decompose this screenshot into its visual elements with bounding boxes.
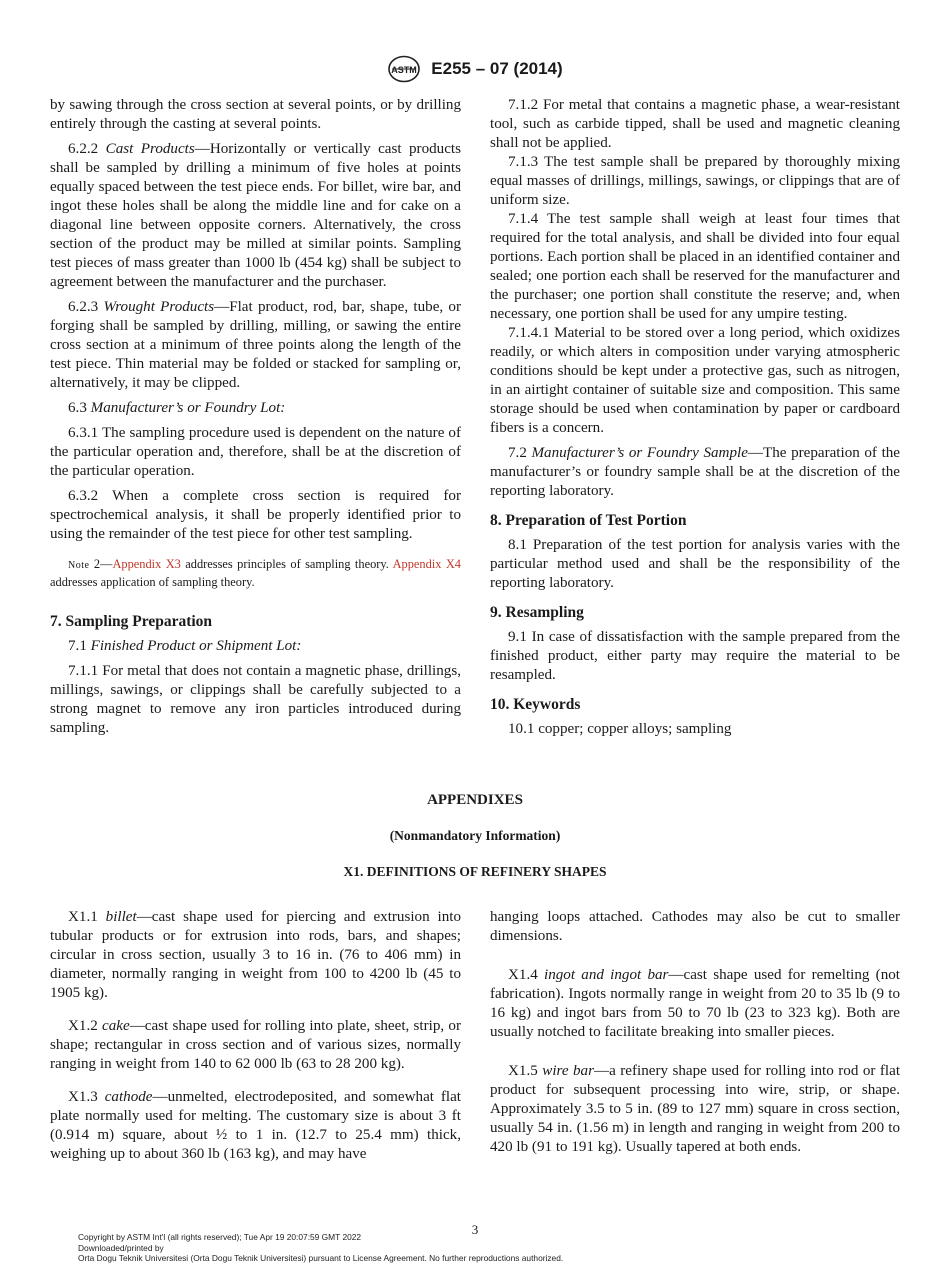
paragraph-7-1-3: 7.1.3 The test sample shall be prepared by thoroughly mixing equal masses of drillings, millings, sawings, or clippings that are of uniform size. [490, 154, 900, 208]
paragraph-continuation: by sawing through the cross section at several points, or by drilling entirely through the casting at several points. [50, 97, 461, 132]
footer-line-license: Orta Dogu Teknik Universitesi (Orta Dogu Teknik Universitesi) pursuant to License Agreement. No further reproductions authorized. [78, 1253, 564, 1263]
appendix-x4-link[interactable]: Appendix X4 [392, 557, 462, 571]
paragraph-x1-2: X1.2 cake—cast shape used for rolling into plate, sheet, strip, or shape; rectangular in cross section and of various sizes, normally ranging in weight from 140 to 62 000 lb (63 to 28 200 kg). [50, 1018, 461, 1072]
paragraph-6-2-2: 6.2.2 Cast Products—Horizontally or vertically cast products shall be sampled by drilling a minimum of five holes at points equally spaced between the test piece ends. For billet, wire bar, and ingot these holes shall be along the middle line and for cake on a diagonal line between opposite corners. Alternatively, the cross section of the product may be milled at similar points. Sampling test pieces of mass greater than 1000 lb (454 kg) shall be subject to agreement between the manufacturer and the purchaser. [50, 141, 461, 290]
section-8-heading: 8. Preparation of Test Portion [490, 512, 687, 529]
paragraph-7-1-4: 7.1.4 The test sample shall weigh at least four times that required for the total analysis, and shall be divided into four equal portions. Each portion shall be placed in an identified container and sealed; one portion each shall be reserved for the manufacturer and the purchaser; one portion shall constitute the reserve; and, when necessary, one portion shall be used for any umpire testing. [490, 211, 900, 322]
footer-line-copyright: Copyright by ASTM Int'l (all rights reserved); Tue Apr 19 20:07:59 GMT 2022 [78, 1232, 362, 1242]
paragraph-9-1: 9.1 In case of dissatisfaction with the sample prepared from the finished product, either party may require the material to be resampled. [490, 629, 900, 683]
paragraph-7-1-4-1: 7.1.4.1 Material to be stored over a long period, which oxidizes readily, or which alters in composition under varying atmospheric conditions should be kept under a protective gas, such as nitrogen, in an airtight container of suitable size and composition. This same storage should be used when contamination by paper or cardboard fibers is a concern. [490, 325, 900, 436]
section-9-heading: 9. Resampling [490, 604, 584, 621]
appendix-x3-link[interactable]: Appendix X3 [112, 557, 181, 571]
paragraph-6-3-2: 6.3.2 When a complete cross section is required for spectrochemical analysis, it shall be properly identified prior to using the remainder of the test piece for other test sampling. [50, 488, 461, 542]
paragraph-6-3-1: 6.3.1 The sampling procedure used is dependent on the nature of the particular operation and, therefore, shall be at the discretion of the particular operation. [50, 425, 461, 479]
paragraph-x1-1: X1.1 billet—cast shape used for piercing and extrusion into tubular products or for extrusion into rods, bars, and shapes; circular in cross section, usually 3 to 16 in. (76 to 406 mm) in diameter, normally ranging in weight from 100 to 4200 lb (45 to 1905 kg). [50, 909, 461, 1001]
section-10-heading: 10. Keywords [490, 696, 581, 713]
page-number: 3 [471, 1222, 479, 1237]
paragraph-10-1: 10.1 copper; copper alloys; sampling [508, 721, 732, 737]
astm-logo-icon [387, 55, 421, 83]
appendix-right-column [490, 908, 900, 1171]
paragraph-x1-3: X1.3 cathode—unmelted, electrodeposited, and somewhat flat plate normally used for melting. The customary size is about 3 ft (0.914 m) square, about ½ to 1 in. (12.7 to 25.4 mm) thick, weighing up to about 360 lb (163 kg), and may have [50, 1089, 461, 1162]
appendixes-title: APPENDIXES [427, 792, 523, 808]
document-title: E255 – 07 (2014) [431, 59, 563, 78]
paragraph-7-1-2: 7.1.2 For metal that contains a magnetic phase, a wear-resistant tool, such as carbide tipped, shall be used and magnetic cleaning shall not be applied. [490, 97, 900, 151]
right-column [490, 96, 900, 745]
left-column [50, 96, 461, 744]
appendix-subtitle: (Nonmandatory Information) [389, 828, 561, 843]
page-header [0, 55, 950, 85]
copyright-footer [78, 1232, 563, 1264]
paragraph-8-1: 8.1 Preparation of the test portion for analysis varies with the particular method used and shall be the responsibility of the reporting laboratory. [490, 537, 900, 591]
paragraph-x1-5: X1.5 wire bar—a refinery shape used for rolling into rod or flat product for subsequent processing into wire, strip, or shape. Approximately 3.5 to 5 in. (89 to 127 mm) square in cross section, usually 54 in. (1.56 m) in length and ranging in weight from 200 to 420 lb (91 to 191 kg). Usually tapered at both ends. [490, 1063, 901, 1155]
note-2: Note 2—Appendix X3 addresses principles of sampling theory. Appendix X4 addresses application of sampling theory. [50, 557, 462, 589]
appendix-x1-heading: X1. DEFINITIONS OF REFINERY SHAPES [343, 864, 607, 879]
appendix-left-column [50, 908, 461, 1178]
paragraph-6-2-3: 6.2.3 Wrought Products—Flat product, rod, bar, shape, tube, or forging shall be sampled by drilling, milling, or sawing the entire cross section at a minimum of three points along the length of the test piece. Thin material may be folded or stacked for sampling or, alternatively, it may be clipped. [50, 299, 462, 391]
paragraph-7-2: 7.2 Manufacturer’s or Foundry Sample—The preparation of the manufacturer’s or foundry sample shall be at the discretion of the reporting laboratory. [490, 445, 901, 499]
paragraph-7-1-1: 7.1.1 For metal that does not contain a magnetic phase, drillings, millings, sawings, or clippings shall be carefully subjected to a strong magnet to remove any iron particles introduced during sampling. [50, 663, 461, 736]
paragraph-x1-4: X1.4 ingot and ingot bar—cast shape used for remelting (not fabrication). Ingots normally range in weight from 20 to 35 lb (9 to 16 kg) and ingot bars from 50 to 70 lb (23 to 323 kg). Both are usually notched to facilitate breaking into smaller pieces. [490, 967, 900, 1040]
footer-line-downloaded: Downloaded/printed by [78, 1242, 164, 1253]
section-7-heading: 7. Sampling Preparation [50, 613, 213, 630]
paragraph-x1-3-continuation: hanging loops attached. Cathodes may also be cut to smaller dimensions. [490, 909, 900, 944]
svg-text:ASTM: ASTM [391, 65, 418, 75]
paragraph-7-1: 7.1 Finished Product or Shipment Lot: [68, 638, 302, 654]
paragraph-6-3: 6.3 Manufacturer’s or Foundry Lot: [68, 400, 286, 416]
